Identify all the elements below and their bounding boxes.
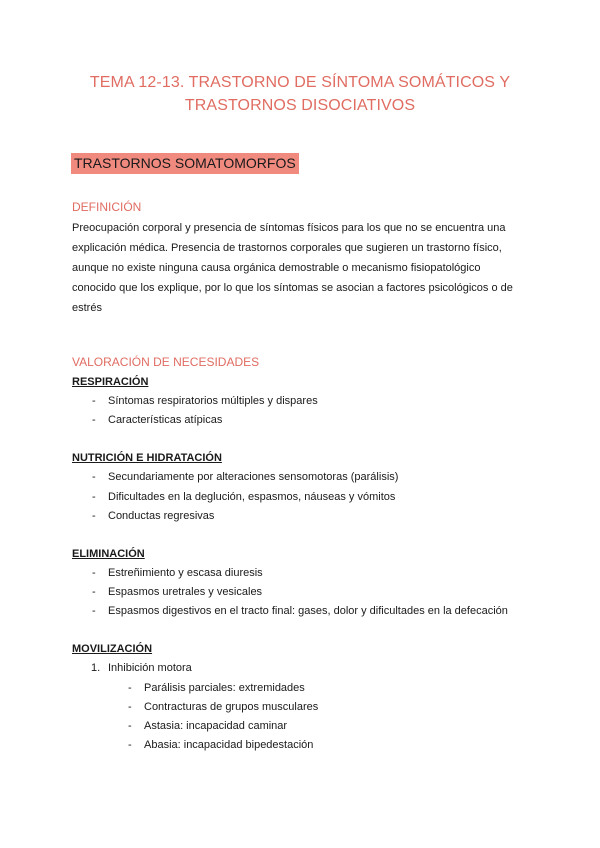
title-line-2: TRASTORNOS DISOCIATIVOS <box>184 97 416 114</box>
list-item: Estreñimiento y escasa diuresis <box>108 567 263 579</box>
bullet-dash: - <box>92 491 96 503</box>
bullet-dash: - <box>92 567 96 579</box>
definition-line: conocido que los explique, por lo que los síntomas se asocian a factores psicológicos o de <box>72 282 513 294</box>
numbered-marker: 1. <box>91 662 101 674</box>
bullet-dash: - <box>128 701 132 713</box>
bullet-dash: - <box>92 395 96 407</box>
sub-list-item: Abasia: incapacidad bipedestación <box>144 739 314 751</box>
definition-line: aunque no existe ninguna causa orgánica demostrable o mecanismo fisiopatológico <box>72 262 481 274</box>
definition-line: estrés <box>72 302 102 314</box>
definition-line: Preocupación corporal y presencia de síntomas físicos para los que no se encuentra una <box>72 222 506 234</box>
bullet-dash: - <box>128 720 132 732</box>
nutricion-heading: NUTRICIÓN E HIDRATACIÓN <box>72 452 222 464</box>
respiracion-heading: RESPIRACIÓN <box>72 376 149 388</box>
list-item: Síntomas respiratorios múltiples y dispares <box>108 395 318 407</box>
eliminacion-heading: ELIMINACIÓN <box>72 548 145 560</box>
definition-line: explicación médica. Presencia de trastornos corporales que sugieren un trastorno físico, <box>72 242 502 254</box>
bullet-dash: - <box>92 510 96 522</box>
bullet-dash: - <box>92 471 96 483</box>
bullet-dash: - <box>92 586 96 598</box>
bullet-dash: - <box>92 414 96 426</box>
movilizacion-heading: MOVILIZACIÓN <box>72 643 153 655</box>
numbered-item: Inhibición motora <box>108 662 192 674</box>
bullet-dash: - <box>92 605 96 617</box>
list-item: Espasmos digestivos en el tracto final: gases, dolor y dificultades en la defecación <box>108 605 508 617</box>
definition-paragraph <box>72 218 532 318</box>
list-item: Conductas regresivas <box>108 510 215 522</box>
bullet-dash: - <box>128 682 132 694</box>
sub-list-item: Astasia: incapacidad caminar <box>144 720 288 732</box>
bullet-dash: - <box>128 739 132 751</box>
title-line-1: TEMA 12-13. TRASTORNO DE SÍNTOMA SOMÁTICOS Y <box>89 74 511 91</box>
sub-list-item: Contracturas de grupos musculares <box>144 701 319 713</box>
page-title <box>60 71 540 117</box>
list-item: Características atípicas <box>108 414 223 426</box>
sub-list-item: Parálisis parciales: extremidades <box>144 682 305 694</box>
definition-heading: DEFINICIÓN <box>72 200 142 214</box>
list-item: Secundariamente por alteraciones sensomotoras (parálisis) <box>108 471 399 483</box>
list-item: Espasmos uretrales y vesicales <box>108 586 263 598</box>
list-item: Dificultades en la deglución, espasmos, náuseas y vómitos <box>108 491 396 503</box>
section-heading: TRASTORNOS SOMATOMORFOS <box>71 153 299 174</box>
valoracion-heading: VALORACIÓN DE NECESIDADES <box>72 355 260 369</box>
